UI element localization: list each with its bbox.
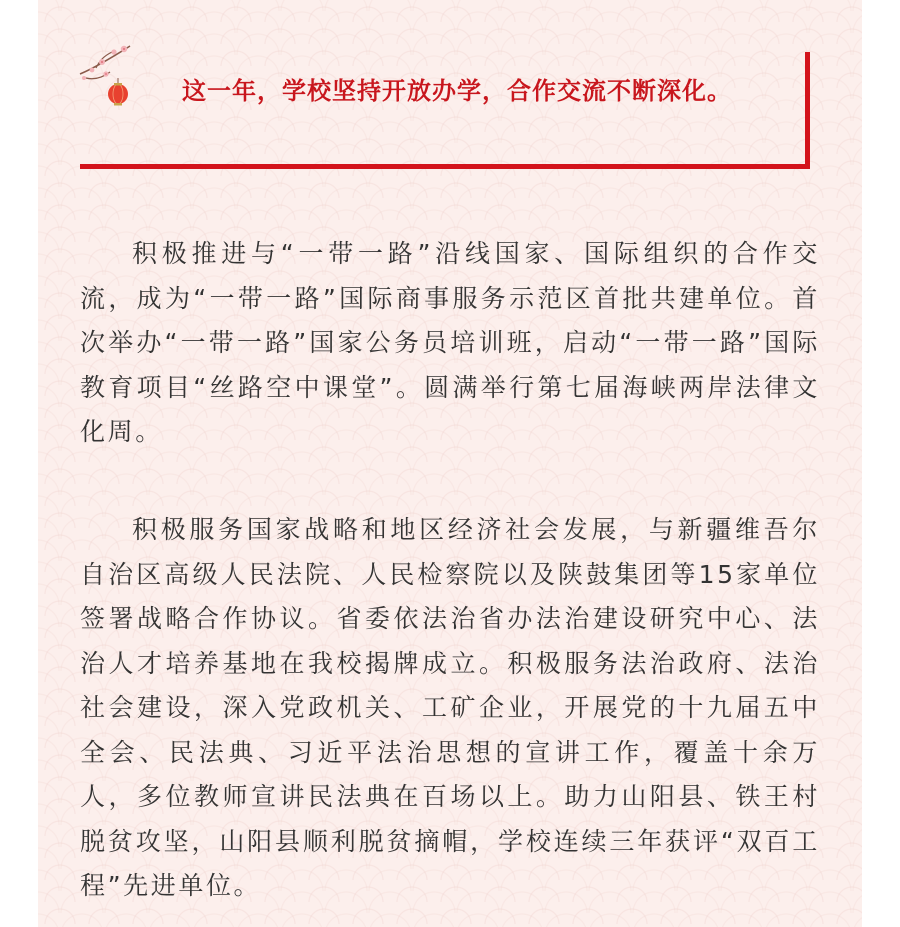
heading-box [80,52,810,169]
article-page [38,0,862,927]
plum-blossom-lantern-icon [74,38,146,110]
paragraph: 积极服务国家战略和地区经济社会发展，与新疆维吾尔自治区高级人民法院、人民检察院以及陕鼓集团等15家单位签署战略合作协议。省委依法治省办法治建设研究中心、法治人才培养基地在我校揭牌成立。积极服务法治政府、法治社会建设，深入党政机关、工矿企业，开展党的十九届五中全会、民法典、习近平法治思想的宣讲工作，覆盖十余万人，多位教师宣讲民法典在百场以上。助力山阳县、铁王村脱贫攻坚，山阳县顺利脱贫摘帽，学校连续三年获评“双百工程”先进单位。 [80,515,820,900]
section-heading: 这一年，学校坚持开放办学，合作交流不断深化。 [182,77,732,105]
paragraph: 积极推进与“一带一路”沿线国家、国际组织的合作交流，成为“一带一路”国际商事服务示范区首批共建单位。首次举办“一带一路”国家公务员培训班，启动“一带一路”国际教育项目“丝路空中课堂”。圆满举行第七届海峡两岸法律文化周。 [80,239,820,446]
